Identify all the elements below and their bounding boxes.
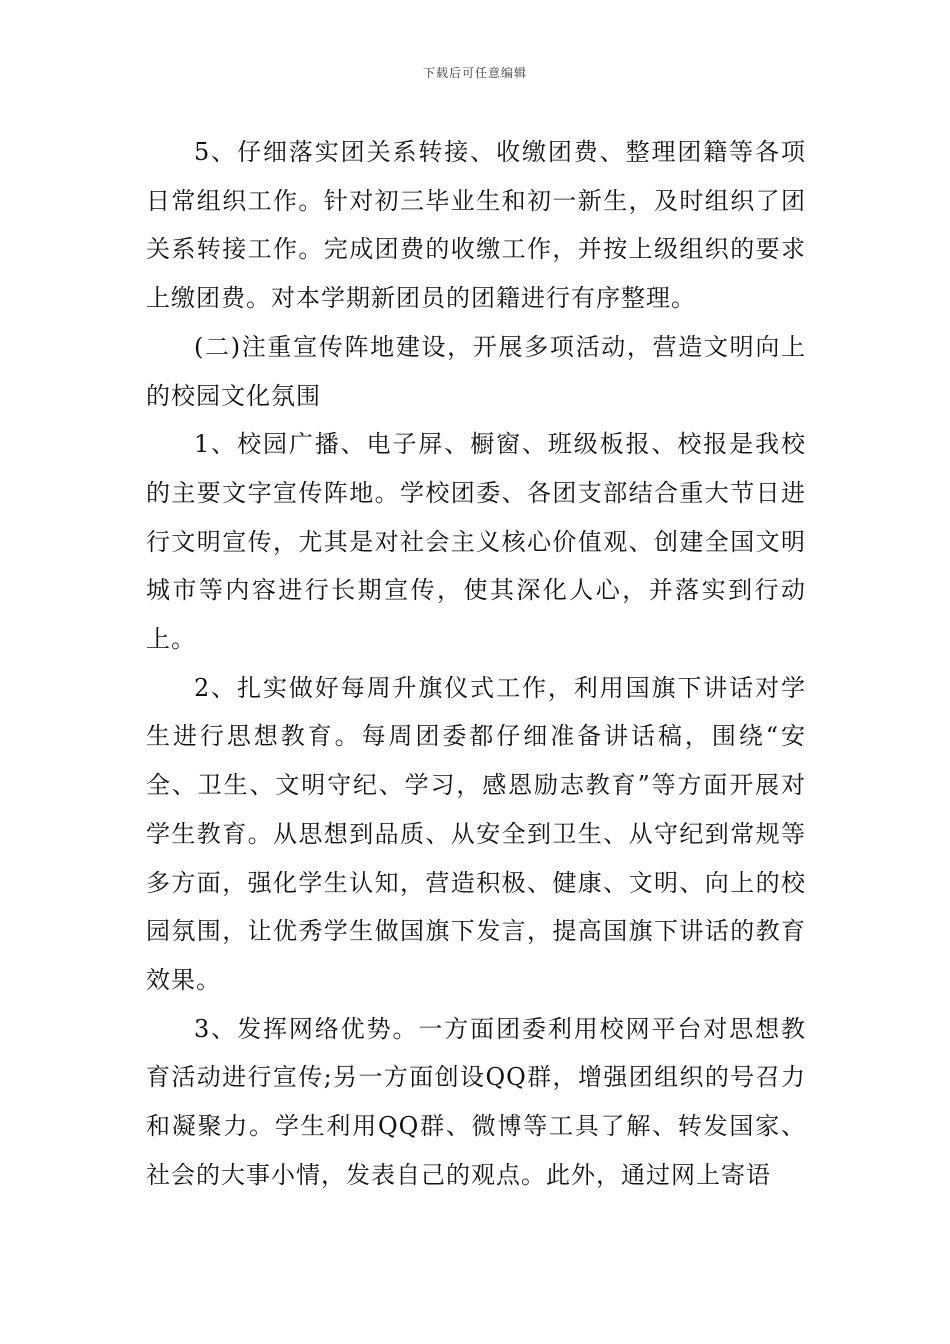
header-note: 下载后可任意编辑	[422, 66, 527, 80]
paragraph-item-5: 5、仔细落实团关系转接、收缴团费、整理团籍等各项日常组织工作。针对初三毕业生和初一新生，及时组织了团关系转接工作。完成团费的收缴工作，并按上级组织的要求上缴团费。对本学期新团员的团籍进行有序整理。	[146, 138, 806, 313]
section-heading-2: (二)注重宣传阵地建设，开展多项活动，营造文明向上的校园文化氛围	[146, 332, 806, 410]
document-body	[146, 128, 806, 1199]
paragraph-item-2: 2、扎实做好每周升旗仪式工作，利用国旗下讲话对学生进行思想教育。每周团委都仔细准备讲话稿，围绕“安全、卫生、文明守纪、学习，感恩励志教育”等方面开展对学生教育。从思想到品质、从安全到卫生、从守纪到常规等多方面，强化学生认知，营造积极、健康、文明、向上的校园氛围，让优秀学生做国旗下发言，提高国旗下讲话的教育效果。	[146, 673, 806, 994]
paragraph-item-1: 1、校园广播、电子屏、橱窗、班级板报、校报是我校的主要文字宣传阵地。学校团委、各团支部结合重大节日进行文明宣传，尤其是对社会主义核心价值观、创建全国文明城市等内容进行长期宣传，使其深化人心，并落实到行动上。	[146, 430, 806, 654]
paragraph-item-3: 3、发挥网络优势。一方面团委利用校网平台对思想教育活动进行宣传;另一方面创设QQ群，增强团组织的号召力和凝聚力。学生利用QQ群、微博等工具了解、转发国家、社会的大事小情，发表自己的观点。此外，通过网上寄语	[146, 1014, 806, 1189]
